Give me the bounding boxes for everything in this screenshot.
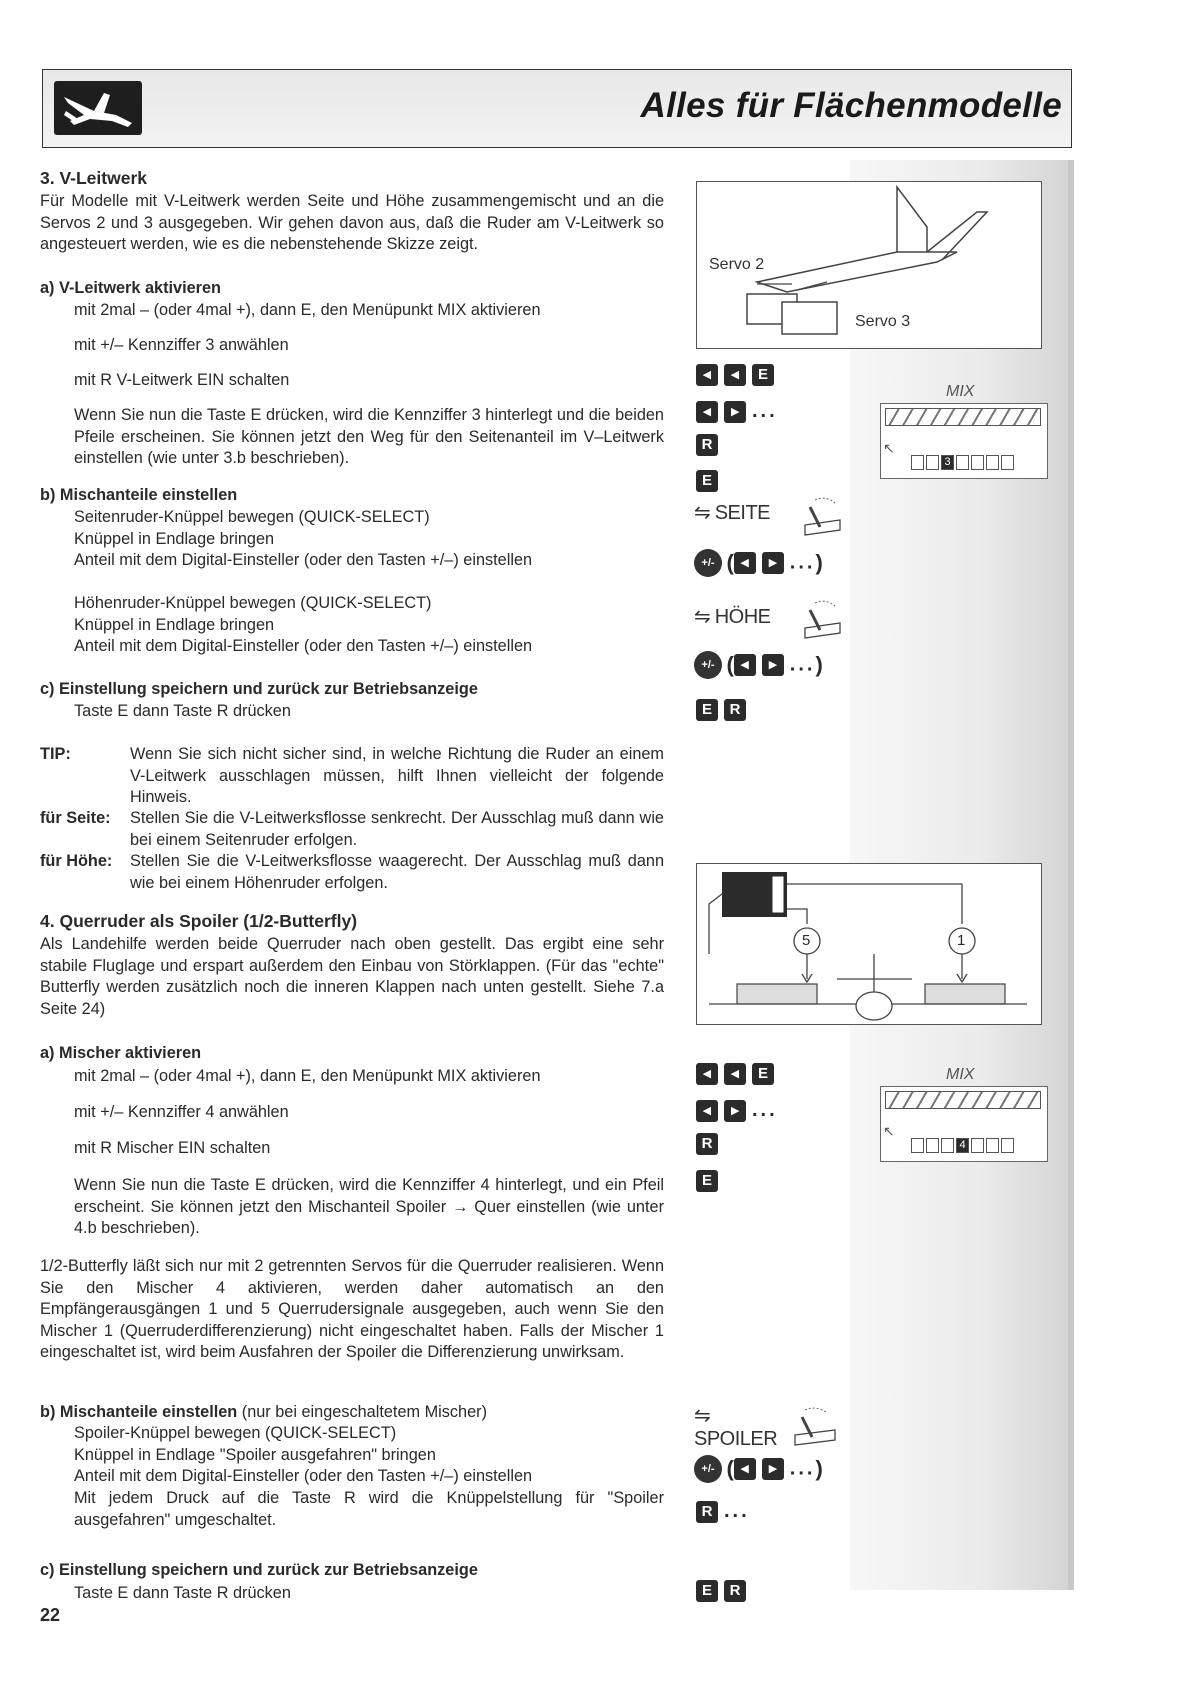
section3-a-line4: Wenn Sie nun die Taste E drücken, wird die Kennziffer 3 hinterlegt und die beiden Pfeile erscheinen. Sie können jetzt den Weg für den Seitenanteil im V–Leitwerk einstellen (wie unter 3.b beschrieben). xyxy=(74,406,664,467)
section4-b-heading xyxy=(40,1402,487,1424)
joystick-icon xyxy=(800,598,845,643)
stick-hoehe-label: HÖHE xyxy=(714,606,771,628)
tip-label: TIP: xyxy=(40,745,71,763)
e-key: E xyxy=(752,1063,774,1085)
section4-b-note: (nur bei eingeschaltetem Mischer) xyxy=(237,1403,488,1421)
mix-label: MIX xyxy=(946,1066,975,1083)
section4-c-line: Taste E dann Taste R drücken xyxy=(74,1584,291,1602)
keys-row7 xyxy=(696,1133,724,1155)
section4-a-line1: mit 2mal – (oder 4mal +), dann E, den Menüpunkt MIX aktivieren xyxy=(74,1067,541,1085)
digital-adjuster-icon: +/- xyxy=(694,549,722,577)
section3-b-line6: Anteil mit dem Digital-Einsteller (oder den Tasten +/–) einstellen xyxy=(74,637,533,655)
lcd-bar xyxy=(885,408,1041,426)
lcd-cell xyxy=(911,455,924,470)
keys-row3 xyxy=(696,434,724,456)
lcd-cells xyxy=(911,454,1016,472)
keys-save-1 xyxy=(696,699,752,721)
minus-key-icon: ◂ xyxy=(734,654,756,676)
lcd-cell-active: 3 xyxy=(941,455,954,470)
keys-save-2 xyxy=(696,1580,752,1602)
section3-title: 3. V-Leitwerk xyxy=(40,168,147,188)
minus-key-icon: ◂ xyxy=(734,552,756,574)
section3-b-line5: Knüppel in Endlage bringen xyxy=(74,616,275,634)
minus-key-icon: ◂ xyxy=(724,1063,746,1085)
lcd-cells xyxy=(911,1137,1016,1155)
tip-seite-label: für Seite: xyxy=(40,809,111,827)
section4-c-title: c) Einstellung speichern und zurück zur Betriebsanzeige xyxy=(40,1561,478,1579)
minus-key-icon: ◂ xyxy=(696,1063,718,1085)
plus-key-icon: ▸ xyxy=(762,654,784,676)
channel-5-label: 5 xyxy=(802,932,811,949)
adjust-row-1: +/- ( ◂ ▸ ...) xyxy=(694,549,823,577)
header-title: Alles für Flächenmodelle xyxy=(640,86,1062,125)
plus-key-icon: ▸ xyxy=(724,401,746,423)
stick-icon: ⇋ xyxy=(694,502,711,524)
e-key: E xyxy=(696,1580,718,1602)
section3-a-line1: mit 2mal – (oder 4mal +), dann E, den Menüpunkt MIX aktivieren xyxy=(74,301,541,319)
lcd-cell xyxy=(1001,1138,1014,1153)
section4-a-line2: mit +/– Kennziffer 4 anwählen xyxy=(74,1103,289,1121)
minus-key-icon: ◂ xyxy=(724,364,746,386)
servo2-label: Servo 2 xyxy=(709,256,765,273)
section4-b-line2: Knüppel in Endlage "Spoiler ausgefahren" bringen xyxy=(74,1446,436,1464)
joystick-icon xyxy=(790,1405,840,1450)
lcd-panel xyxy=(880,403,1048,479)
adjust-row-2: +/- ( ◂ ▸ ...) xyxy=(694,651,823,679)
section3-b-line2: Knüppel in Endlage bringen xyxy=(74,530,275,548)
section3-b-title: b) Mischanteile einstellen xyxy=(40,486,238,504)
lcd-cell xyxy=(1001,455,1014,470)
lcd-cell xyxy=(911,1138,924,1153)
lcd-bar xyxy=(885,1091,1041,1109)
tip-text: Wenn Sie sich nicht sicher sind, in welche Richtung die Ruder an einem V-Leitwerk ausschlagen müssen, hilft Ihnen vielleicht der folgende Hinweis. xyxy=(130,745,664,806)
section4-b-title: b) Mischanteile einstellen xyxy=(40,1403,238,1421)
arrow-icon: ↖ xyxy=(883,440,895,456)
r-key: R xyxy=(696,434,718,456)
tip-hoehe-text: Stellen Sie die V-Leitwerksflosse waagerecht. Der Ausschlag muß dann wie bei einem Höhenruder erfolgen. xyxy=(130,852,664,892)
lcd-cell xyxy=(971,1138,984,1153)
tip-hoehe-label: für Höhe: xyxy=(40,852,113,870)
section4-paragraph: 1/2-Butterfly läßt sich nur mit 2 getrennten Servos für die Querruder realisieren. Wenn Sie den Mischer 4 aktivieren, werden daher automatisch an den Empfängerausgängen 1 und 5 Querrudersignale ausgegeben, auch wenn Sie den Mischer 1 (Querruderdifferenzierung) nicht eingeschaltet haben. Falls der Mischer 1 eingeschaltet ist, wird beim Ausfahren der Spoiler die Differenzierung unwirksam. xyxy=(40,1257,664,1361)
e-key: E xyxy=(696,699,718,721)
lcd-cell xyxy=(971,455,984,470)
section3-a-line2: mit +/– Kennziffer 3 anwählen xyxy=(74,336,289,354)
section3-c-title: c) Einstellung speichern und zurück zur Betriebsanzeige xyxy=(40,680,478,698)
keys-row2 xyxy=(696,400,778,423)
lcd-cell xyxy=(986,455,999,470)
receiver-servo-diagram xyxy=(697,864,1040,1024)
section3-a-line3: mit R V-Leitwerk EIN schalten xyxy=(74,371,290,389)
stick-icon: ⇋ xyxy=(694,1405,711,1427)
lcd-cell xyxy=(926,1138,939,1153)
section3-b-line1: Seitenruder-Knüppel bewegen (QUICK-SELECT) xyxy=(74,508,430,526)
airplane-logo xyxy=(54,81,142,135)
r-key: R xyxy=(724,699,746,721)
section4-b-line1: Spoiler-Knüppel bewegen (QUICK-SELECT) xyxy=(74,1424,397,1442)
spoiler-figure xyxy=(696,863,1042,1025)
dots: ... xyxy=(724,1500,750,1522)
mix-label: MIX xyxy=(946,383,975,400)
channel-1-label: 1 xyxy=(957,932,966,949)
lcd-cell xyxy=(956,455,969,470)
dots: ... xyxy=(752,1099,778,1121)
lcd-panel xyxy=(880,1086,1048,1162)
lcd-cell xyxy=(926,455,939,470)
minus-key-icon: ◂ xyxy=(734,1458,756,1480)
arrow-icon: ↖ xyxy=(883,1123,895,1139)
keys-row1 xyxy=(696,364,780,386)
minus-key-icon: ◂ xyxy=(696,1100,718,1122)
section4-intro: Als Landehilfe werden beide Querruder nach oben gestellt. Das ergibt eine sehr stabile Fluglage und erspart außerdem den Einbau von Störklappen. (Für das "echte" Butterfly werden zusätzlich noch die inneren Klappen nach unten gestellt. Siehe 7.a Seite 24) xyxy=(40,935,664,1018)
section4-b-line4: Mit jedem Druck auf die Taste R wird die Knüppelstellung für "Spoiler ausgefahren" umgeschaltet. xyxy=(74,1489,664,1529)
stick-icon: ⇋ xyxy=(694,606,711,628)
lcd-cell xyxy=(986,1138,999,1153)
digital-adjuster-icon: +/- xyxy=(694,651,722,679)
keys-row8 xyxy=(696,1170,724,1192)
sidebar-edge xyxy=(1068,160,1074,1590)
servo3-label: Servo 3 xyxy=(855,313,911,330)
stick-seite xyxy=(694,500,770,525)
digital-adjuster-icon: +/- xyxy=(694,1455,722,1483)
r-key: R xyxy=(724,1580,746,1602)
dots: ... xyxy=(752,400,778,422)
stick-seite-label: SEITE xyxy=(714,502,771,524)
stick-spoiler xyxy=(694,1403,778,1451)
dots: ... xyxy=(789,1457,816,1480)
keys-row5 xyxy=(696,1063,780,1085)
keys-row6 xyxy=(696,1099,778,1122)
section4-title: 4. Querruder als Spoiler (1/2-Butterfly) xyxy=(40,911,358,931)
airplane-icon xyxy=(54,81,142,135)
keys-row4 xyxy=(696,470,724,492)
minus-key-icon: ◂ xyxy=(696,401,718,423)
r-key: R xyxy=(696,1133,718,1155)
section4-a-title: a) Mischer aktivieren xyxy=(40,1044,202,1062)
e-key: E xyxy=(696,470,718,492)
joystick-icon xyxy=(800,495,845,540)
lcd-cell-active: 4 xyxy=(956,1138,969,1153)
e-key: E xyxy=(752,364,774,386)
section3-b-line3: Anteil mit dem Digital-Einsteller (oder den Tasten +/–) einstellen xyxy=(74,551,533,569)
e-key: E xyxy=(696,1170,718,1192)
keys-row9 xyxy=(696,1500,750,1523)
section3-c-line: Taste E dann Taste R drücken xyxy=(74,702,291,720)
mix-display-2 xyxy=(878,1066,1050,1166)
dots: ... xyxy=(789,653,816,676)
minus-key-icon: ◂ xyxy=(696,364,718,386)
stick-spoiler-label: SPOILER xyxy=(694,1428,778,1450)
dots: ... xyxy=(789,551,816,574)
stick-hoehe xyxy=(694,604,771,629)
section4-b-line3: Anteil mit dem Digital-Einsteller (oder den Tasten +/–) einstellen xyxy=(74,1467,533,1485)
lcd-cell xyxy=(941,1138,954,1153)
section4-a-line4: Wenn Sie nun die Taste E drücken, wird die Kennziffer 4 hinterlegt, und ein Pfeil erscheint. Sie können jetzt den Mischanteil Spoiler → Quer einstellen (wie unter 4.b beschrieben). xyxy=(74,1176,664,1237)
plus-key-icon: ▸ xyxy=(762,552,784,574)
mix-display-1 xyxy=(878,383,1050,483)
page-number: 22 xyxy=(40,1605,61,1625)
plus-key-icon: ▸ xyxy=(762,1458,784,1480)
section4-a-line3: mit R Mischer EIN schalten xyxy=(74,1139,271,1157)
vtail-figure xyxy=(696,181,1042,349)
tip-seite-text: Stellen Sie die V-Leitwerksflosse senkrecht. Der Ausschlag muß dann wie bei einem Seitenruder erfolgen. xyxy=(130,809,664,849)
section3-b-line4: Höhenruder-Knüppel bewegen (QUICK-SELECT) xyxy=(74,594,432,612)
plus-key-icon: ▸ xyxy=(724,1100,746,1122)
r-key: R xyxy=(696,1501,718,1523)
section3-intro: Für Modelle mit V-Leitwerk werden Seite und Höhe zusammengemischt und an die Servos 2 und 3 ausgegeben. Wir gehen davon aus, daß die Ruder am V-Leitwerk so angesteuert werden, wie es die nebenstehende Skizze zeigt. xyxy=(40,192,664,253)
section3-a-title: a) V-Leitwerk aktivieren xyxy=(40,279,221,297)
adjust-row-3: +/- ( ◂ ▸ ...) xyxy=(694,1455,823,1483)
